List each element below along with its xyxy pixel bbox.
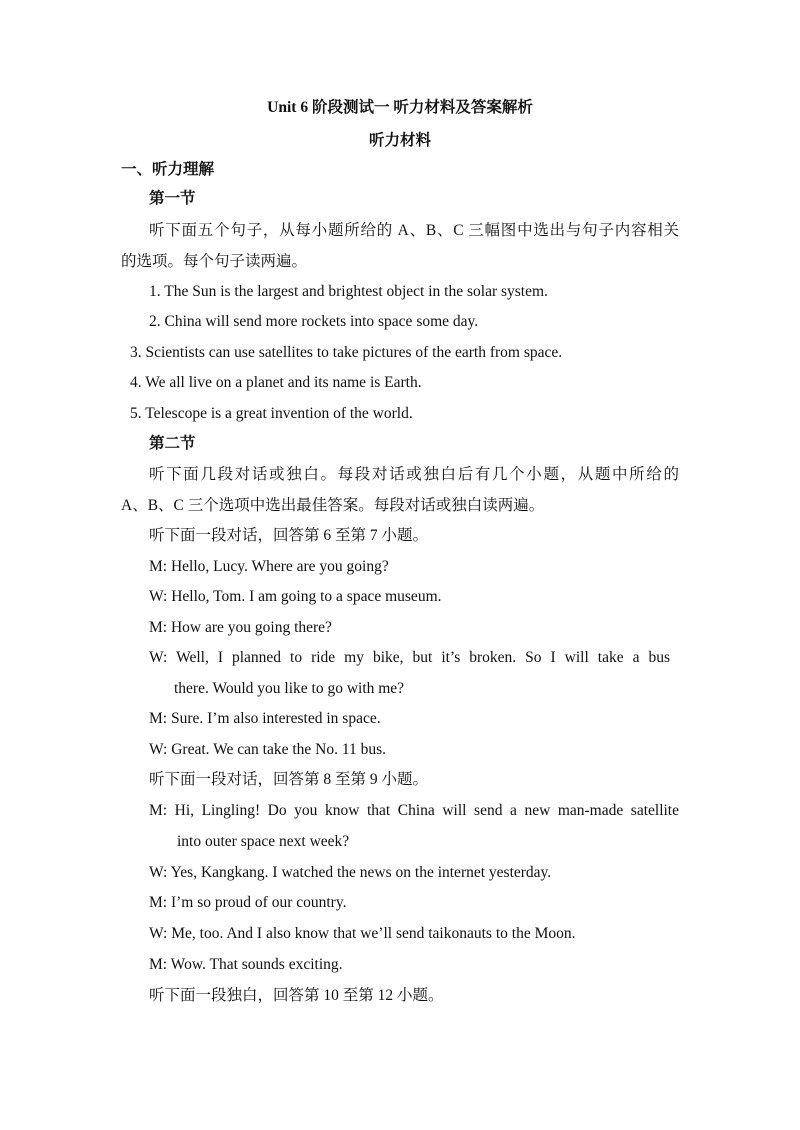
dialogue2-intro: 听下面一段对话，回答第 8 至第 9 小题。 [149, 771, 429, 788]
dialogue2-line: M: Wow. That sounds exciting. [149, 956, 343, 973]
dialogue1-line: W: Great. We can take the No. 11 bus. [149, 741, 387, 758]
monologue-intro: 听下面一段独白，回答第 10 至第 12 小题。 [149, 987, 444, 1004]
sentence-2: 2. China will send more rockets into space some day. [149, 313, 479, 330]
part1-instructions-line1: 听下面五个句子，从每小题所给的 A、B、C 三幅图中选出与句子内容相关 [149, 222, 679, 239]
part1-heading: 第一节 [149, 190, 196, 207]
part2-instructions-line2: A、B、C 三个选项中选出最佳答案。每段对话或独白读两遍。 [121, 497, 545, 514]
dialogue2-line-cont: into outer space next week? [177, 833, 350, 850]
dialogue2-line: W: Me, too. And I also know that we’ll send taikonauts to the Moon. [149, 925, 576, 942]
dialogue1-line-cont: there. Would you like to go with me? [174, 680, 405, 697]
dialogue1-line: W: Hello, Tom. I am going to a space museum. [149, 588, 442, 605]
document-title: Unit 6 阶段测试一 听力材料及答案解析 [267, 99, 533, 116]
dialogue2-line: M: I’m so proud of our country. [149, 894, 347, 911]
dialogue2-line: M: Hi, Lingling! Do you know that China will send a new man-made satellite [149, 802, 679, 819]
dialogue1-line: M: Hello, Lucy. Where are you going? [149, 558, 389, 575]
dialogue1-line: M: How are you going there? [149, 619, 332, 636]
dialogue2-line: W: Yes, Kangkang. I watched the news on the internet yesterday. [149, 864, 552, 881]
part2-heading: 第二节 [149, 435, 196, 452]
part2-instructions-line1: 听下面几段对话或独白。每段对话或独白后有几个小题，从题中所给的 [149, 466, 679, 483]
dialogue1-intro: 听下面一段对话，回答第 6 至第 7 小题。 [149, 527, 429, 544]
document-subtitle: 听力材料 [368, 132, 431, 149]
sentence-4: 4. We all live on a planet and its name is Earth. [130, 374, 422, 391]
dialogue1-line: W: Well, I planned to ride my bike, but it’s broken. So I will take a bus [149, 649, 670, 666]
sentence-1: 1. The Sun is the largest and brightest object in the solar system. [149, 283, 548, 300]
part1-instructions-line2: 的选项。每个句子读两遍。 [121, 253, 308, 270]
section-heading: 一、听力理解 [121, 161, 215, 178]
dialogue1-line: M: Sure. I’m also interested in space. [149, 710, 381, 727]
sentence-3: 3. Scientists can use satellites to take pictures of the earth from space. [130, 344, 563, 361]
sentence-5: 5. Telescope is a great invention of the world. [130, 405, 413, 422]
